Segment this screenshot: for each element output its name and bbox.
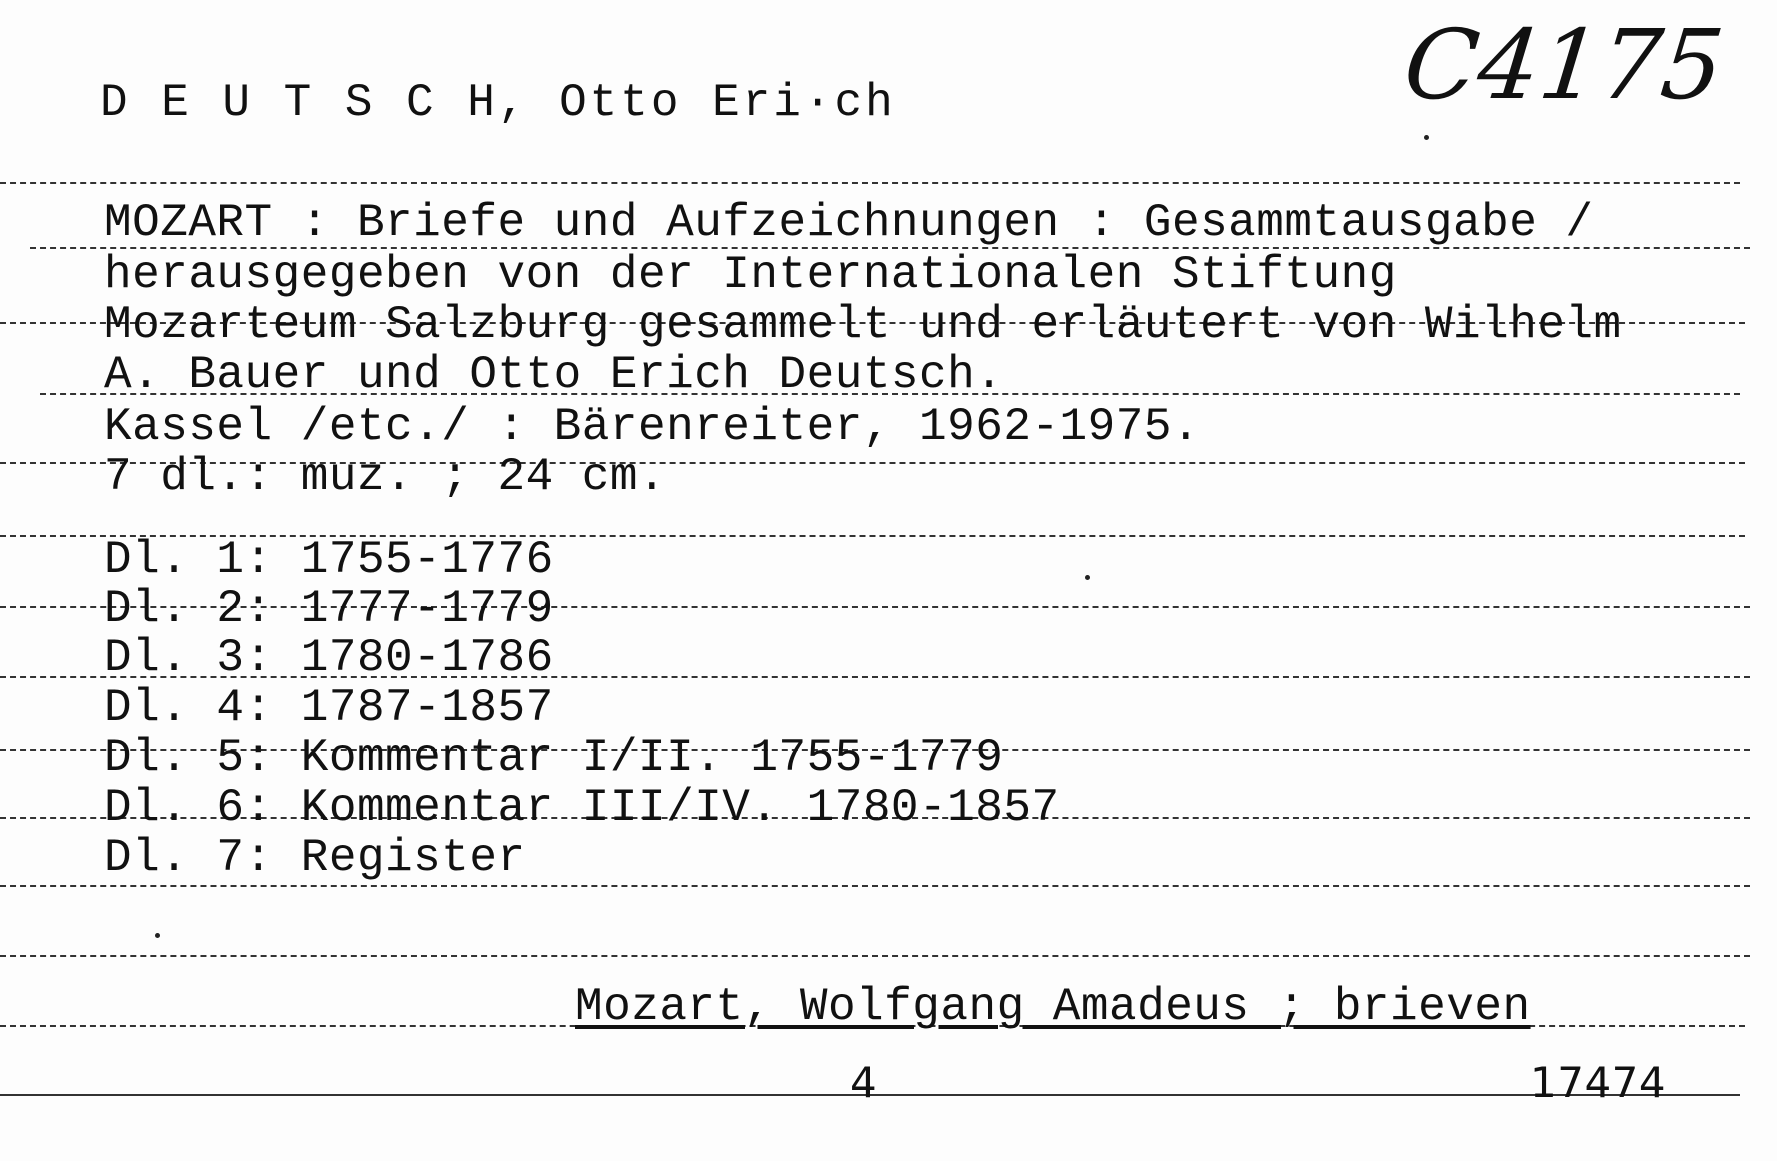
responsibility-line: herausgegeben von der Internationalen Stiftung: [104, 249, 1397, 301]
volume-line: Dl. 1: 1755-1776: [104, 534, 554, 586]
title-line: MOZART : Briefe und Aufzeichnungen : Gesammtausgabe /: [104, 197, 1594, 249]
volume-line: Dl. 3: 1780-1786: [104, 632, 554, 684]
accession-number: 17474: [1530, 1058, 1667, 1107]
shelf-number: 4: [850, 1058, 878, 1107]
volume-line: Dl. 4: 1787-1857: [104, 682, 554, 734]
imprint-line: Kassel /etc./ : Bärenreiter, 1962-1975.: [104, 401, 1201, 453]
volume-line: Dl. 6: Kommentar III/IV. 1780-1857: [104, 782, 1060, 834]
volume-line: Dl. 7: Register: [104, 832, 526, 884]
author-heading: D E U T S C H, Otto Eri·ch: [100, 77, 896, 129]
ruled-line: [0, 955, 1750, 957]
responsibility-line: Mozarteum Salzburg gesammelt und erläutert von Wilhelm: [104, 299, 1622, 351]
volume-line: Dl. 5: Kommentar I/II. 1755-1779: [104, 732, 1004, 784]
ruled-line: [0, 182, 1740, 184]
ink-speck: [1424, 135, 1429, 140]
collation-line: 7 dl.: muz. ; 24 cm.: [104, 451, 667, 503]
ink-speck: [1085, 575, 1090, 580]
responsibility-line: A. Bauer und Otto Erich Deutsch.: [104, 349, 1004, 401]
subject-heading: Mozart, Wolfgang Amadeus ; brieven: [575, 981, 1531, 1033]
volume-line: Dl. 2: 1777-1779: [104, 583, 554, 635]
call-number: C4175: [1399, 9, 1729, 121]
ruled-line: [0, 885, 1750, 887]
ink-speck: [155, 933, 160, 938]
